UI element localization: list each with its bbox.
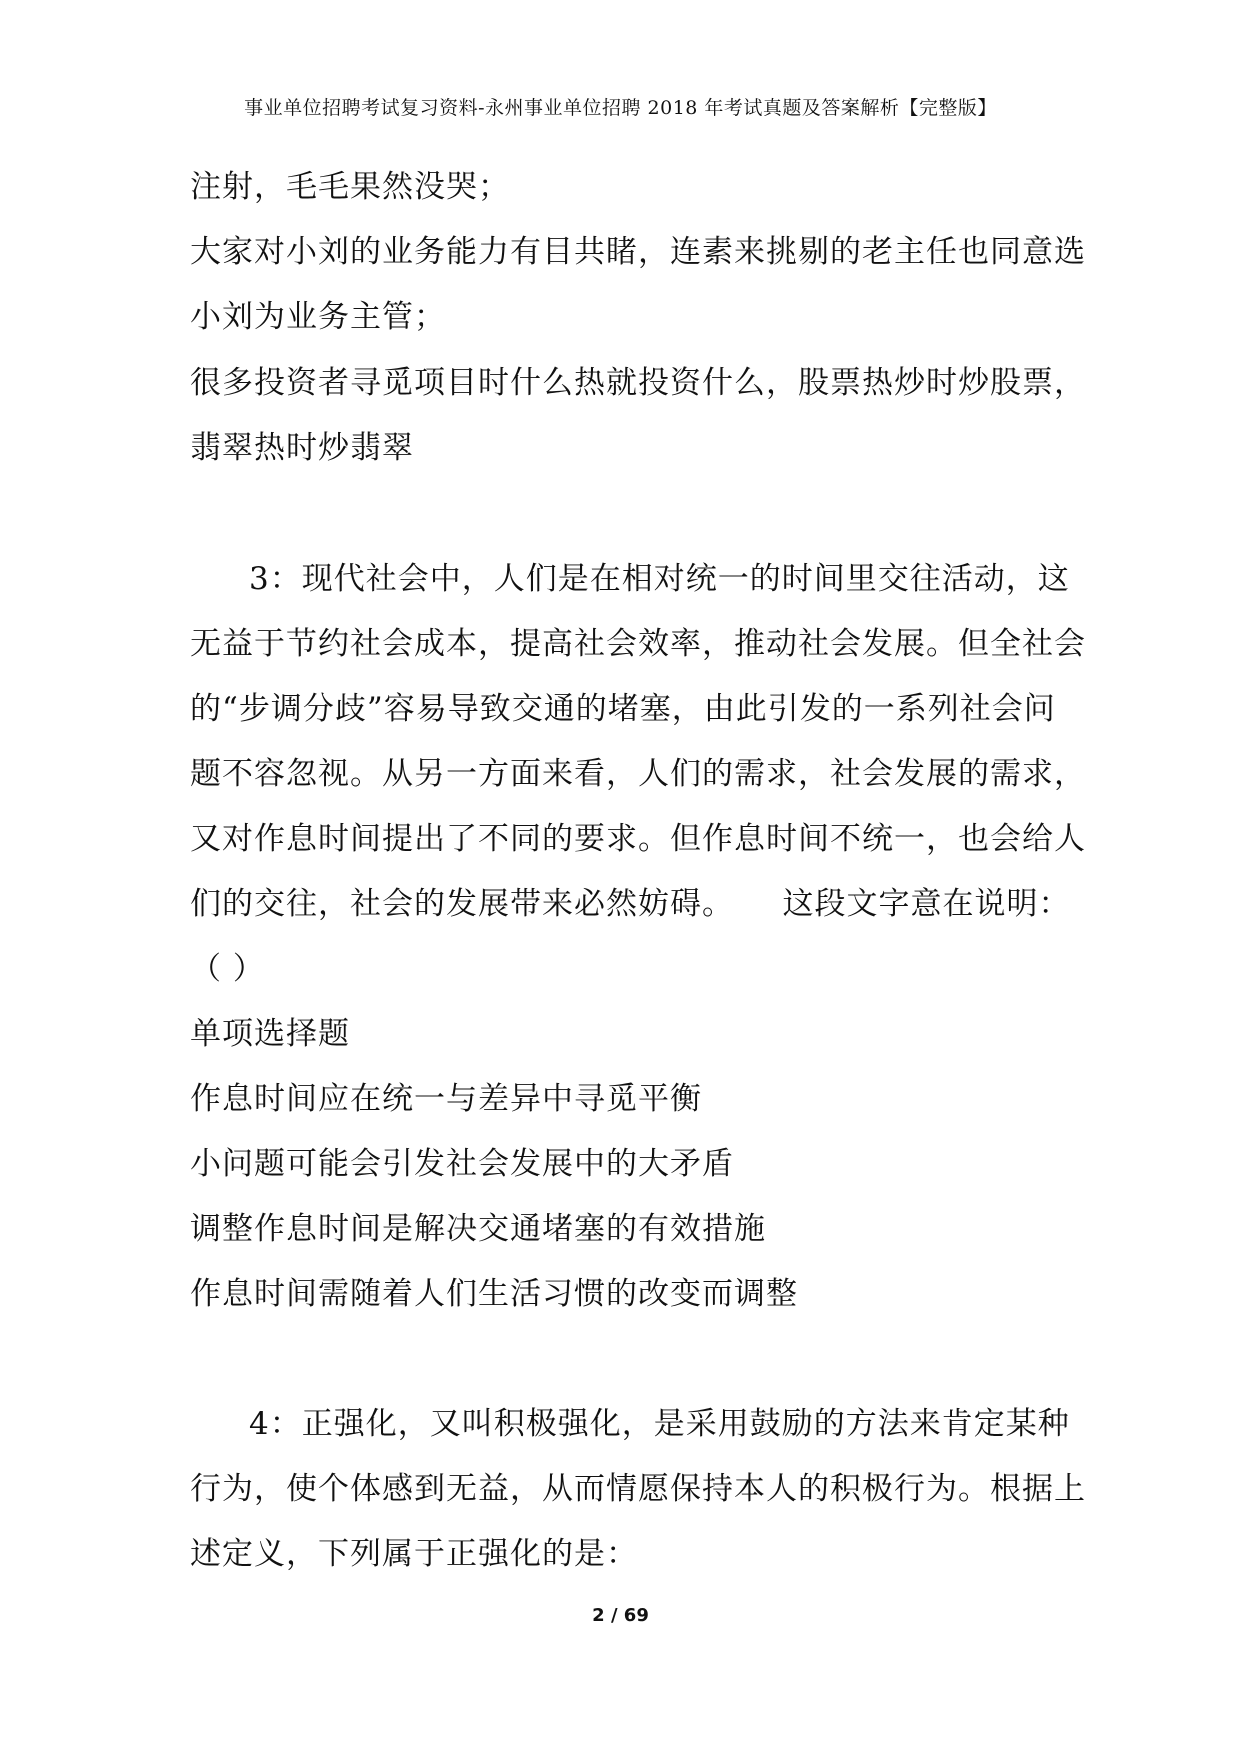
- text-line: 无益于节约社会成本，提高社会效率，推动社会发展。但全社会: [190, 626, 1086, 662]
- text-line: 述定义，下列属于正强化的是：: [190, 1536, 638, 1572]
- option-line: 调整作息时间是解决交通堵塞的有效措施: [190, 1211, 766, 1247]
- option-line: 作息时间需随着人们生活习惯的改变而调整: [190, 1276, 798, 1312]
- option-line: 小问题可能会引发社会发展中的大矛盾: [190, 1146, 734, 1182]
- text-line: 小刘为业务主管；: [190, 299, 446, 335]
- question-3-start: 3：现代社会中，人们是在相对统一的时间里交往活动，这: [249, 561, 1070, 597]
- text-line: 翡翠热时炒翡翠: [190, 430, 414, 466]
- question-type: 单项选择题: [190, 1016, 350, 1052]
- text-line: 们的交往，社会的发展带来必然妨碍。 这段文字意在说明：: [190, 886, 1071, 922]
- text-line: 很多投资者寻觅项目时什么热就投资什么，股票热炒时炒股票，: [190, 365, 1086, 401]
- text-line: 题不容忽视。从另一方面来看，人们的需求，社会发展的需求，: [190, 756, 1086, 792]
- text-line: 行为，使个体感到无益，从而情愿保持本人的积极行为。根据上: [190, 1471, 1086, 1507]
- page-header: 事业单位招聘考试复习资料-永州事业单位招聘 2018 年考试真题及答案解析【完整版】: [244, 97, 997, 119]
- answer-blank: （ ）: [190, 951, 265, 987]
- question-4-start: 4：正强化，又叫积极强化，是采用鼓励的方法来肯定某种: [249, 1406, 1070, 1442]
- text-line: 又对作息时间提出了不同的要求。但作息时间不统一，也会给人: [190, 821, 1086, 857]
- text-line: 注射，毛毛果然没哭；: [190, 169, 510, 205]
- text-line: 的“步调分歧”容易导致交通的堵塞，由此引发的一系列社会问: [190, 691, 1056, 727]
- option-line: 作息时间应在统一与差异中寻觅平衡: [190, 1081, 702, 1117]
- text-line: 大家对小刘的业务能力有目共睹，连素来挑剔的老主任也同意选: [190, 234, 1086, 270]
- page-number: 2 / 69: [592, 1605, 649, 1626]
